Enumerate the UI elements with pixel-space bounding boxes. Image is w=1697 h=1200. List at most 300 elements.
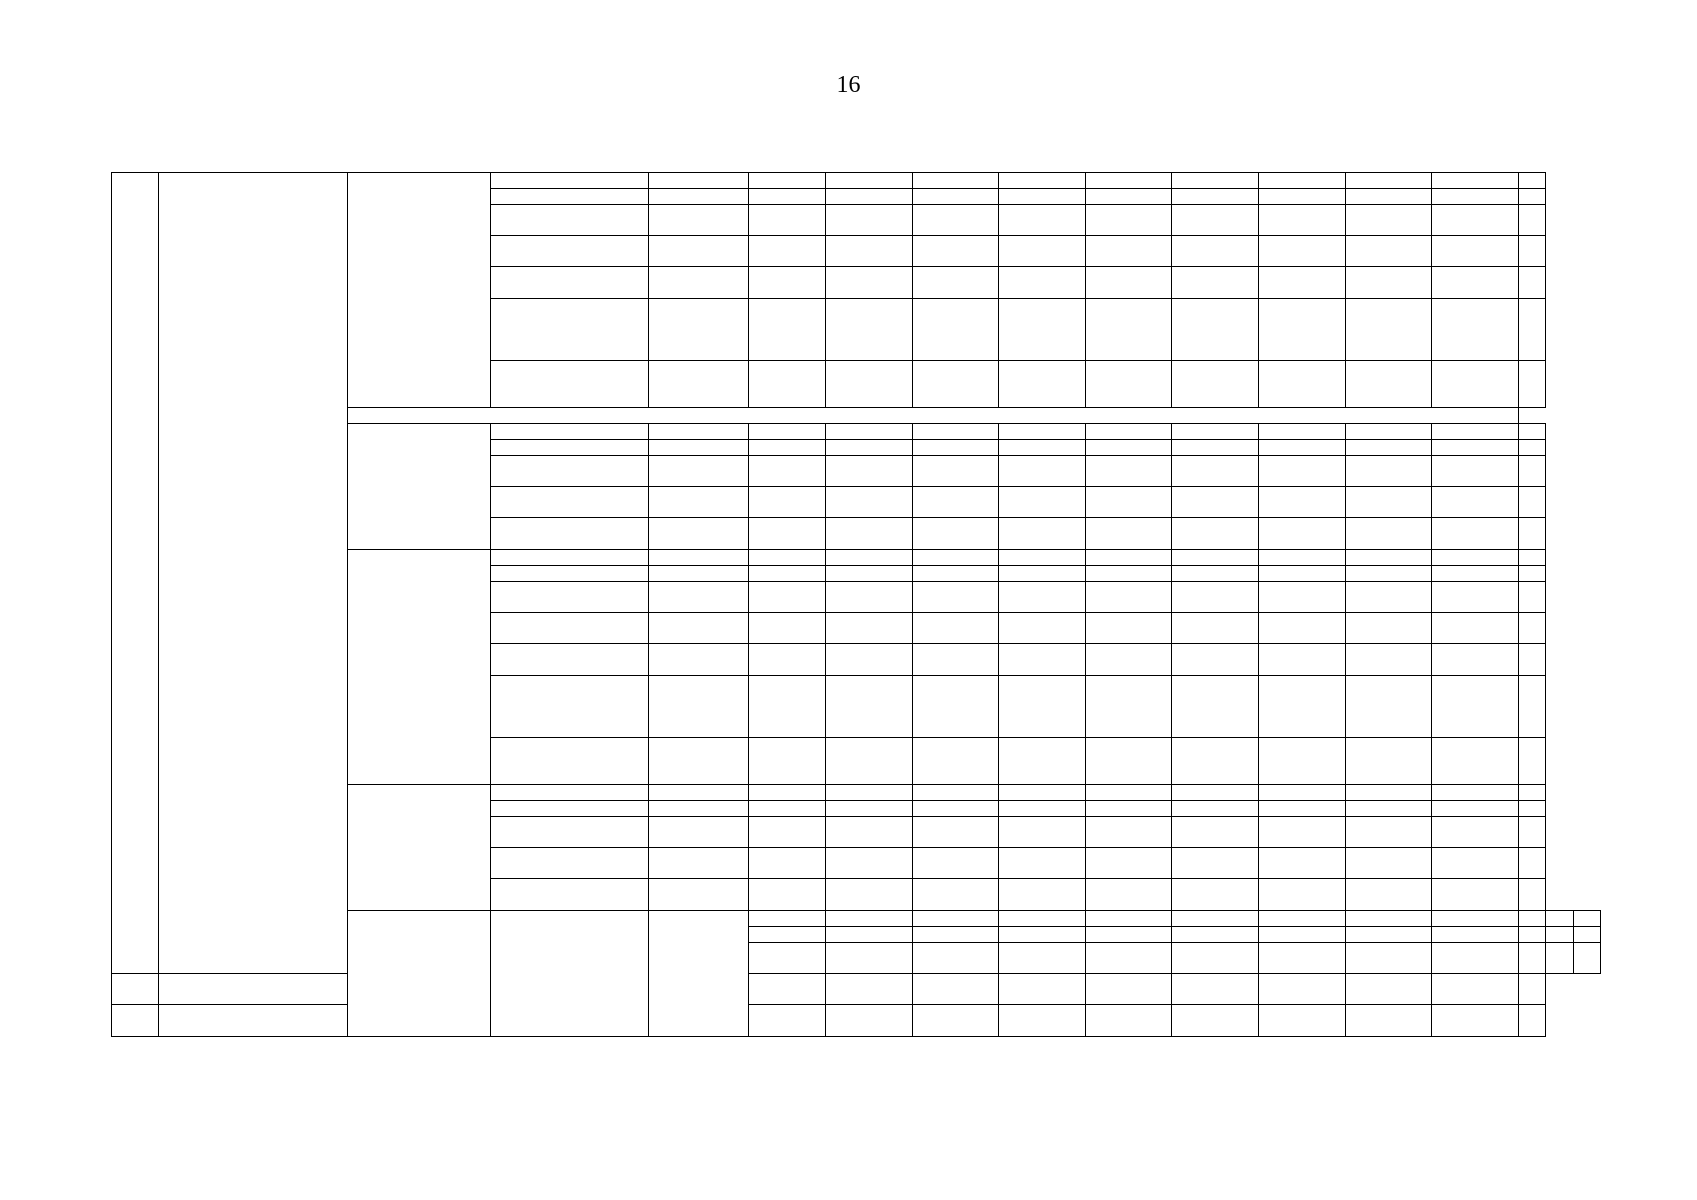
value-cell: [1346, 911, 1432, 927]
value-cell: [1172, 299, 1259, 361]
funding-source-label: [491, 424, 649, 440]
value-cell: [1086, 582, 1172, 613]
value-cell: [999, 456, 1086, 487]
value-cell: [1259, 440, 1346, 456]
value-cell: [1172, 974, 1259, 1005]
value-cell: [649, 189, 749, 205]
value-cell: [1519, 550, 1546, 566]
value-cell: [1346, 487, 1432, 518]
by-executors-label: [348, 408, 1519, 424]
value-cell: [1259, 518, 1346, 550]
funding-source-label: [491, 848, 649, 879]
value-cell: [1259, 613, 1346, 644]
value-cell: [649, 644, 749, 676]
value-cell: [1172, 848, 1259, 879]
value-cell: [999, 361, 1086, 408]
value-cell: [1259, 236, 1346, 267]
value-cell: [913, 613, 999, 644]
value-cell: [649, 456, 749, 487]
value-cell: [826, 299, 913, 361]
value-cell: [649, 487, 749, 518]
value-cell: [1346, 173, 1432, 189]
value-cell: [1519, 738, 1546, 785]
value-cell: [1259, 644, 1346, 676]
value-cell: [649, 236, 749, 267]
funding-source-label: [491, 582, 649, 613]
value-cell: [1432, 927, 1519, 943]
value-cell: [1432, 550, 1519, 566]
value-cell: [1519, 582, 1546, 613]
value-cell: [749, 440, 826, 456]
value-cell: [1346, 817, 1432, 848]
value-cell: [1346, 299, 1432, 361]
value-cell: [1172, 801, 1259, 817]
value-cell: [999, 267, 1086, 299]
value-cell: [1259, 487, 1346, 518]
value-cell: [913, 927, 999, 943]
value-cell: [1172, 189, 1259, 205]
value-cell: [913, 267, 999, 299]
project-name: [491, 911, 649, 1037]
value-cell: [913, 582, 999, 613]
value-cell: [1259, 361, 1346, 408]
funding-source-label: [491, 440, 649, 456]
value-cell: [649, 424, 749, 440]
value-cell: [913, 943, 999, 974]
value-cell: [1086, 879, 1172, 911]
value-cell: [1432, 299, 1519, 361]
value-cell: [749, 205, 826, 236]
funding-source-label: [491, 817, 649, 848]
financing-table: [111, 172, 1601, 1037]
value-cell: [1519, 644, 1546, 676]
value-cell: [159, 974, 348, 1005]
value-cell: [826, 801, 913, 817]
value-cell: [1519, 173, 1546, 189]
value-cell: [1432, 943, 1519, 974]
page-number: 16: [836, 72, 861, 98]
value-cell: [913, 785, 999, 801]
funding-source-label: [491, 487, 649, 518]
value-cell: [649, 205, 749, 236]
value-cell: [1432, 487, 1519, 518]
value-cell: [749, 801, 826, 817]
value-cell: [1346, 518, 1432, 550]
value-cell: [749, 974, 826, 1005]
value-cell: [1519, 566, 1546, 582]
value-cell: [1573, 927, 1600, 943]
value-cell: [1172, 927, 1259, 943]
value-cell: [1346, 550, 1432, 566]
table-body: [112, 173, 1601, 1037]
funding-source-label: [491, 676, 649, 738]
executor-cell: [348, 173, 491, 408]
value-cell: [913, 848, 999, 879]
value-cell: [1432, 267, 1519, 299]
value-cell: [1432, 785, 1519, 801]
value-cell: [1346, 566, 1432, 582]
value-cell: [999, 1005, 1086, 1037]
value-cell: [1259, 738, 1346, 785]
value-cell: [1259, 943, 1346, 974]
value-cell: [1346, 361, 1432, 408]
value-cell: [749, 879, 826, 911]
value-cell: [1259, 189, 1346, 205]
funding-source-label: [491, 613, 649, 644]
value-cell: [1519, 267, 1546, 299]
table-row: [112, 1005, 1601, 1037]
value-cell: [1519, 299, 1546, 361]
table-row: [112, 173, 1601, 189]
value-cell: [1172, 518, 1259, 550]
value-cell: [1519, 613, 1546, 644]
value-cell: [1432, 205, 1519, 236]
value-cell: [999, 518, 1086, 550]
value-cell: [1432, 582, 1519, 613]
value-cell: [1346, 1005, 1432, 1037]
value-cell: [649, 518, 749, 550]
value-cell: [1573, 911, 1600, 927]
value-cell: [749, 1005, 826, 1037]
value-cell: [1259, 676, 1346, 738]
value-cell: [1086, 943, 1172, 974]
executor-cell: [348, 424, 491, 550]
value-cell: [1346, 801, 1432, 817]
value-cell: [1432, 848, 1519, 879]
value-cell: [1086, 456, 1172, 487]
value-cell: [1172, 785, 1259, 801]
value-cell: [649, 801, 749, 817]
value-cell: [999, 801, 1086, 817]
value-cell: [1346, 424, 1432, 440]
value-cell: [1086, 424, 1172, 440]
value-cell: [913, 487, 999, 518]
value-cell: [999, 205, 1086, 236]
value-cell: [1346, 456, 1432, 487]
value-cell: [826, 943, 913, 974]
value-cell: [826, 927, 913, 943]
value-cell: [1432, 236, 1519, 267]
funding-source-label: [491, 738, 649, 785]
value-cell: [1086, 361, 1172, 408]
value-cell: [1346, 440, 1432, 456]
value-cell: [1432, 173, 1519, 189]
value-cell: [999, 785, 1086, 801]
value-cell: [913, 236, 999, 267]
value-cell: [999, 299, 1086, 361]
value-cell: [749, 582, 826, 613]
value-cell: [826, 879, 913, 911]
value-cell: [1432, 974, 1519, 1005]
value-cell: [826, 817, 913, 848]
value-cell: [1172, 173, 1259, 189]
value-cell: [749, 676, 826, 738]
value-cell: [749, 361, 826, 408]
funding-source-label: [491, 205, 649, 236]
value-cell: [1432, 911, 1519, 927]
value-cell: [1346, 189, 1432, 205]
executor-cell: [649, 911, 749, 1037]
value-cell: [1172, 676, 1259, 738]
value-cell: [1346, 974, 1432, 1005]
value-cell: [1172, 456, 1259, 487]
funding-source-label: [491, 566, 649, 582]
index-cell: [112, 173, 159, 974]
value-cell: [1519, 974, 1546, 1005]
value-cell: [1259, 299, 1346, 361]
value-cell: [826, 189, 913, 205]
value-cell: [749, 644, 826, 676]
value-cell: [749, 487, 826, 518]
value-cell: [1172, 911, 1259, 927]
value-cell: [1086, 518, 1172, 550]
value-cell: [999, 550, 1086, 566]
value-cell: [1432, 676, 1519, 738]
value-cell: [913, 424, 999, 440]
table-row: [112, 974, 1601, 1005]
value-cell: [749, 299, 826, 361]
value-cell: [999, 974, 1086, 1005]
value-cell: [1172, 205, 1259, 236]
value-cell: [913, 879, 999, 911]
value-cell: [826, 518, 913, 550]
value-cell: [826, 440, 913, 456]
value-cell: [999, 879, 1086, 911]
value-cell: [1259, 848, 1346, 879]
funding-source-label: [112, 1005, 159, 1037]
value-cell: [1259, 424, 1346, 440]
value-cell: [913, 1005, 999, 1037]
value-cell: [913, 911, 999, 927]
value-cell: [1259, 267, 1346, 299]
value-cell: [999, 582, 1086, 613]
value-cell: [1519, 361, 1546, 408]
funding-source-label: [491, 879, 649, 911]
funding-source-label: [491, 236, 649, 267]
value-cell: [999, 644, 1086, 676]
value-cell: [999, 817, 1086, 848]
value-cell: [826, 738, 913, 785]
value-cell: [1172, 487, 1259, 518]
value-cell: [1519, 879, 1546, 911]
value-cell: [1519, 205, 1546, 236]
funding-source-label: [749, 927, 826, 943]
value-cell: [913, 974, 999, 1005]
value-cell: [826, 267, 913, 299]
value-cell: [913, 189, 999, 205]
value-cell: [1259, 817, 1346, 848]
value-cell: [1432, 566, 1519, 582]
value-cell: [913, 550, 999, 566]
funding-source-label: [491, 189, 649, 205]
value-cell: [1519, 911, 1546, 927]
value-cell: [1519, 487, 1546, 518]
value-cell: [1432, 801, 1519, 817]
value-cell: [1172, 566, 1259, 582]
value-cell: [1259, 205, 1346, 236]
value-cell: [749, 550, 826, 566]
value-cell: [649, 613, 749, 644]
value-cell: [1172, 361, 1259, 408]
value-cell: [749, 566, 826, 582]
value-cell: [1519, 848, 1546, 879]
value-cell: [1519, 456, 1546, 487]
value-cell: [1086, 299, 1172, 361]
value-cell: [749, 456, 826, 487]
value-cell: [913, 676, 999, 738]
value-cell: [1172, 613, 1259, 644]
value-cell: [1259, 801, 1346, 817]
value-cell: [1432, 361, 1519, 408]
value-cell: [826, 550, 913, 566]
value-cell: [1432, 440, 1519, 456]
value-cell: [913, 440, 999, 456]
value-cell: [649, 785, 749, 801]
value-cell: [913, 738, 999, 785]
value-cell: [1086, 173, 1172, 189]
value-cell: [649, 566, 749, 582]
value-cell: [1259, 456, 1346, 487]
value-cell: [1086, 817, 1172, 848]
value-cell: [1086, 848, 1172, 879]
funding-source-label: [491, 456, 649, 487]
value-cell: [1346, 582, 1432, 613]
value-cell: [749, 267, 826, 299]
value-cell: [913, 456, 999, 487]
value-cell: [826, 487, 913, 518]
value-cell: [1172, 1005, 1259, 1037]
value-cell: [749, 236, 826, 267]
value-cell: [999, 440, 1086, 456]
value-cell: [913, 205, 999, 236]
value-cell: [999, 911, 1086, 927]
value-cell: [913, 299, 999, 361]
value-cell: [649, 267, 749, 299]
value-cell: [749, 848, 826, 879]
value-cell: [1432, 518, 1519, 550]
value-cell: [749, 738, 826, 785]
value-cell: [1259, 1005, 1346, 1037]
value-cell: [826, 236, 913, 267]
value-cell: [649, 676, 749, 738]
value-cell: [913, 361, 999, 408]
value-cell: [1172, 644, 1259, 676]
funding-source-label: [491, 361, 649, 408]
executor-cell: [348, 550, 491, 785]
value-cell: [749, 613, 826, 644]
value-cell: [1432, 189, 1519, 205]
value-cell: [1546, 927, 1573, 943]
value-cell: [749, 189, 826, 205]
funding-source-label: [491, 550, 649, 566]
value-cell: [826, 205, 913, 236]
value-cell: [1259, 879, 1346, 911]
funding-source-label: [491, 644, 649, 676]
value-cell: [826, 911, 913, 927]
funding-source-label: [491, 785, 649, 801]
value-cell: [1432, 613, 1519, 644]
funding-source-label: [491, 173, 649, 189]
value-cell: [1432, 1005, 1519, 1037]
value-cell: [913, 173, 999, 189]
value-cell: [999, 566, 1086, 582]
funding-source-label: [491, 801, 649, 817]
value-cell: [1519, 801, 1546, 817]
value-cell: [1086, 487, 1172, 518]
project-cell: [159, 173, 348, 974]
value-cell: [1432, 644, 1519, 676]
value-cell: [1086, 205, 1172, 236]
funding-source-label: [491, 267, 649, 299]
value-cell: [1086, 911, 1172, 927]
value-cell: [1086, 566, 1172, 582]
value-cell: [1086, 613, 1172, 644]
value-cell: [1259, 911, 1346, 927]
value-cell: [1346, 205, 1432, 236]
executor-cell: [348, 785, 491, 911]
funding-source-label: [749, 911, 826, 927]
value-cell: [1172, 879, 1259, 911]
value-cell: [999, 189, 1086, 205]
value-cell: [649, 550, 749, 566]
value-cell: [1259, 582, 1346, 613]
value-cell: [1519, 189, 1546, 205]
value-cell: [826, 676, 913, 738]
value-cell: [1172, 817, 1259, 848]
value-cell: [1086, 927, 1172, 943]
value-cell: [1519, 424, 1546, 440]
value-cell: [1573, 943, 1600, 974]
value-cell: [649, 848, 749, 879]
value-cell: [1346, 927, 1432, 943]
value-cell: [1519, 943, 1546, 974]
value-cell: [159, 1005, 348, 1037]
value-cell: [1432, 456, 1519, 487]
value-cell: [1086, 440, 1172, 456]
value-cell: [1519, 927, 1546, 943]
funding-source-label: [749, 943, 826, 974]
value-cell: [749, 424, 826, 440]
value-cell: [1346, 785, 1432, 801]
value-cell: [1346, 738, 1432, 785]
funding-source-label: [491, 299, 649, 361]
value-cell: [649, 440, 749, 456]
value-cell: [999, 424, 1086, 440]
value-cell: [1086, 785, 1172, 801]
value-cell: [1259, 927, 1346, 943]
value-cell: [649, 299, 749, 361]
value-cell: [999, 487, 1086, 518]
value-cell: [1546, 911, 1573, 927]
value-cell: [1259, 974, 1346, 1005]
value-cell: [1346, 267, 1432, 299]
value-cell: [1172, 424, 1259, 440]
value-cell: [826, 1005, 913, 1037]
value-cell: [1432, 879, 1519, 911]
value-cell: [913, 518, 999, 550]
value-cell: [1519, 440, 1546, 456]
value-cell: [749, 785, 826, 801]
value-cell: [1259, 550, 1346, 566]
value-cell: [1346, 676, 1432, 738]
value-cell: [1086, 974, 1172, 1005]
value-cell: [999, 848, 1086, 879]
value-cell: [1086, 236, 1172, 267]
value-cell: [826, 644, 913, 676]
value-cell: [1346, 236, 1432, 267]
value-cell: [1086, 644, 1172, 676]
value-cell: [1172, 550, 1259, 566]
